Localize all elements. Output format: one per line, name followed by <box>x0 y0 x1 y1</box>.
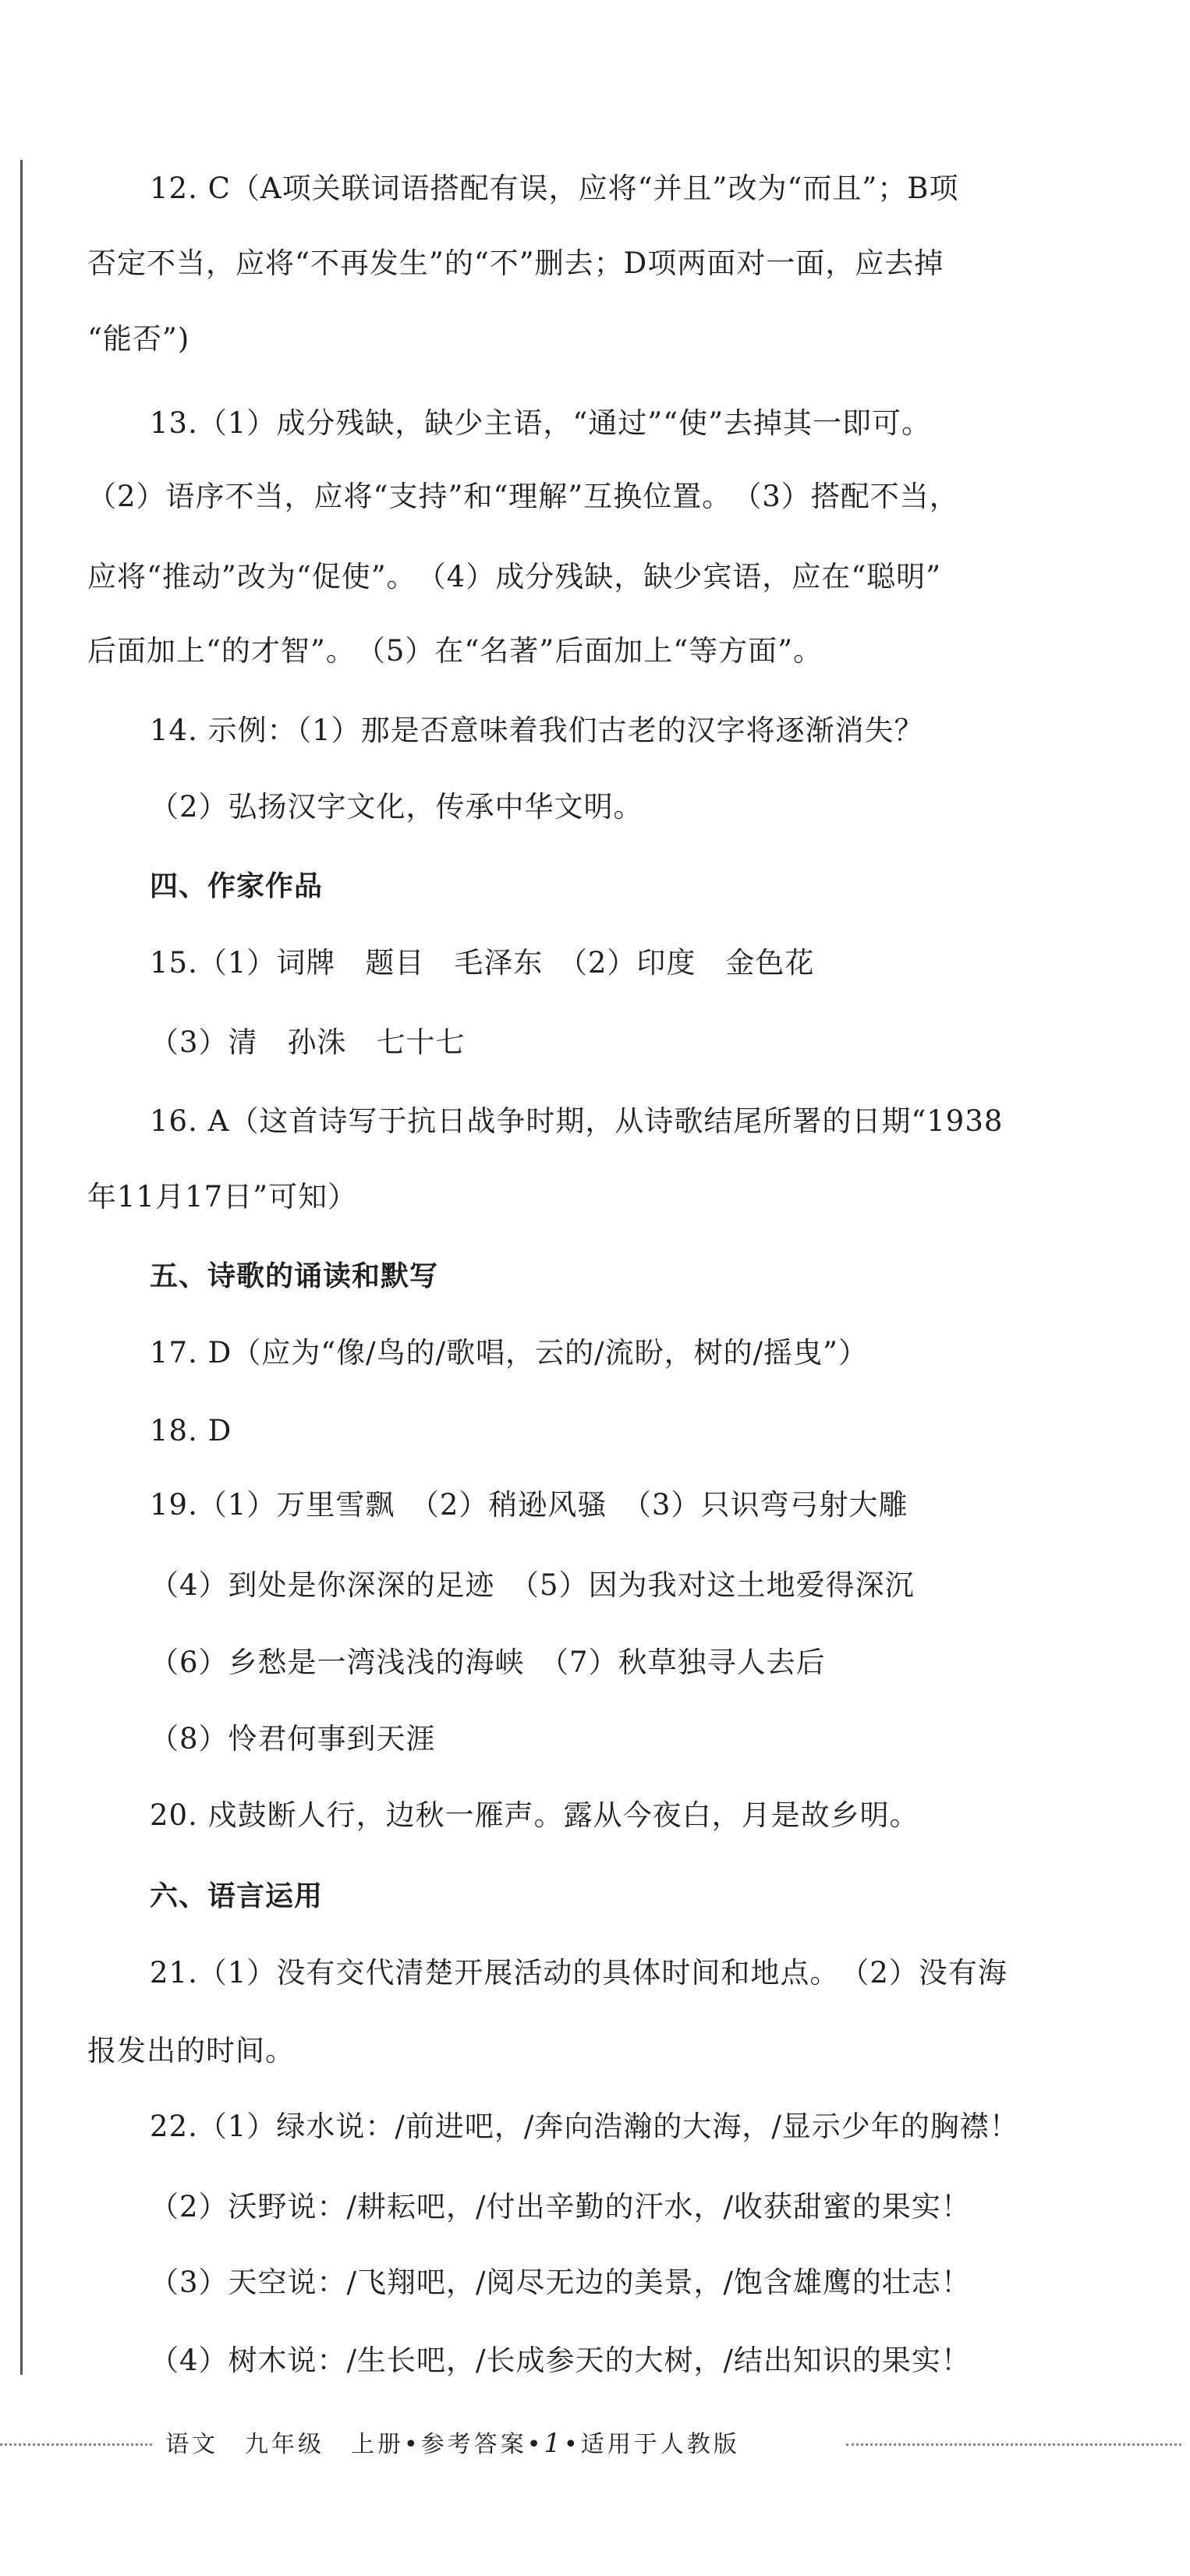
answer-19-line-1: 19.（1）万里雪飘 （2）稍逊风骚 （3）只识弯弓射大雕 <box>150 1488 908 1522</box>
answer-13-line-4: 后面加上“的才智”。 （5）在“名著”后面加上“等方面”。 <box>87 634 823 668</box>
section-heading-5: 五、诗歌的诵读和默写 <box>150 1260 439 1292</box>
answer-13-line-2: （2）语序不当，应将“支持”和“理解”互换位置。 （3）搭配不当， <box>87 480 959 513</box>
answer-20: 20. 戍鼓断人行，边秋一雁声。露从今夜白，月是故乡明。 <box>150 1798 919 1832</box>
answer-16-line-1: 16. A（这首诗写于抗日战争时期，从诗歌结尾所署的日期“1938 <box>150 1104 1004 1138</box>
answer-16-line-2: 年11月17日”可知） <box>87 1180 358 1214</box>
answer-15-line-1: 15.（1）词牌 题目 毛泽东 （2）印度 金色花 <box>150 946 815 980</box>
answer-22-line-2: （2）沃野说：/耕耘吧，/付出辛勤的汗水，/收获甜蜜的果实！ <box>150 2190 971 2223</box>
answer-22-line-3: （3）天空说：/飞翔吧，/阅尽无边的美景，/饱含雄鹰的壮志！ <box>150 2266 971 2299</box>
footer-label <box>165 2426 740 2462</box>
answer-13-line-1: 13.（1）成分残缺，缺少主语，“通过”“使”去掉其一即可。 <box>150 406 932 440</box>
answer-19-line-4: （8）怜君何事到天涯 <box>150 1722 436 1756</box>
section-heading-4: 四、作家作品 <box>150 870 324 902</box>
answer-15-line-2: （3）清 孙洙 七十七 <box>150 1026 466 1059</box>
section-heading-6: 六、语言运用 <box>150 1880 324 1912</box>
answer-12-line-2: 否定不当，应将“不再发生”的“不”删去；D项两面对一面，应去掉 <box>87 246 944 280</box>
footer-dotted-rule-left <box>0 2443 152 2446</box>
page-number: 1 <box>544 2428 565 2459</box>
answer-14-line-2: （2）弘扬汉字文化，传承中华文明。 <box>150 790 643 824</box>
answer-14-line-1: 14. 示例：（1）那是否意味着我们古老的汉字将逐渐消失？ <box>150 714 924 747</box>
footer-dotted-rule-right <box>846 2443 1181 2446</box>
answer-19-line-2: （4）到处是你深深的足迹 （5）因为我对这土地爱得深沉 <box>150 1568 915 1602</box>
margin-rule <box>20 160 23 2375</box>
answer-13-line-3: 应将“推动”改为“促使”。 （4）成分残缺，缺少宾语，应在“聪明” <box>87 560 942 594</box>
answer-12-line-1: 12. C（A项关联词语搭配有误，应将“并且”改为“而且”；B项 <box>150 172 959 205</box>
answer-21-line-2: 报发出的时间。 <box>87 2034 295 2068</box>
footer-edition: •适用于人教版 <box>564 2431 740 2458</box>
answer-21-line-1: 21.（1）没有交代清楚开展活动的具体时间和地点。 （2）没有海 <box>150 1956 1008 1990</box>
footer-subject: 语文 九年级 上册•参考答案• <box>165 2431 544 2458</box>
answer-12-line-3: “能否”) <box>87 322 190 356</box>
answer-18: 18. D <box>150 1414 232 1447</box>
answer-19-line-3: （6）乡愁是一湾浅浅的海峡 （7）秋草独寻人去后 <box>150 1646 826 1679</box>
answer-17: 17. D（应为“像/鸟的/歌唱，云的/流盼，树的/摇曳”） <box>150 1336 868 1369</box>
answer-22-line-1: 22.（1）绿水说：/前进吧，/奔向浩瀚的大海，/显示少年的胸襟！ <box>150 2110 1019 2143</box>
page-footer <box>0 2422 1190 2468</box>
answer-22-line-4: （4）树木说：/生长吧，/长成参天的大树，/结出知识的果实！ <box>150 2344 971 2377</box>
